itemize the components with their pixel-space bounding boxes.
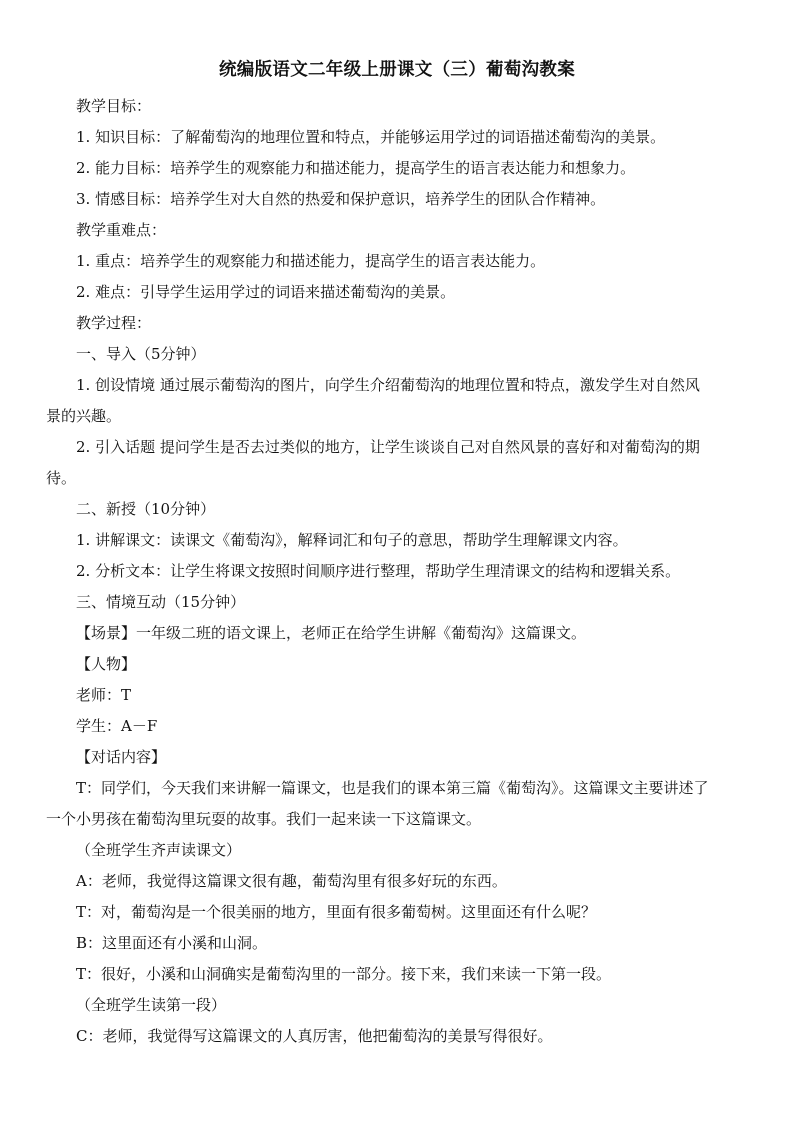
character-teacher: 老师：T	[76, 686, 132, 704]
dialogue-line: B：这里面还有小溪和山洞。	[76, 934, 268, 952]
stage-direction: （全班学生读第一段）	[76, 996, 227, 1014]
characters-heading: 【人物】	[76, 655, 137, 673]
step-heading-interaction: 三、情境互动（15分钟）	[76, 593, 246, 611]
section-heading-process: 教学过程：	[76, 314, 152, 332]
step-heading-intro: 一、导入（5分钟）	[76, 345, 206, 363]
objective-ability: 2. 能力目标：培养学生的观察能力和描述能力，提高学生的语言表达能力和想象力。	[76, 159, 636, 177]
section-heading-key-points: 教学重难点：	[76, 221, 167, 239]
dialogue-line-continued: 一个小男孩在葡萄沟里玩耍的故事。我们一起来读一下这篇课文。	[46, 810, 482, 828]
dialogue-heading: 【对话内容】	[76, 748, 167, 766]
document-title: 统编版语文二年级上册课文（三）葡萄沟教案	[219, 60, 575, 80]
dialogue-line: T：很好，小溪和山洞确实是葡萄沟里的一部分。接下来，我们来读一下第一段。	[76, 965, 612, 983]
section-heading-objectives: 教学目标：	[76, 97, 152, 115]
intro-item-2: 2. 引入话题 提问学生是否去过类似的地方，让学生谈谈自己对自然风景的喜好和对葡萄沟的期	[76, 438, 700, 456]
step-heading-new-lesson: 二、新授（10分钟）	[76, 500, 216, 518]
difficult-point: 2. 难点：引导学生运用学过的词语来描述葡萄沟的美景。	[76, 283, 456, 301]
key-point: 1. 重点：培养学生的观察能力和描述能力，提高学生的语言表达能力。	[76, 252, 546, 270]
scene-description: 【场景】一年级二班的语文课上，老师正在给学生讲解《葡萄沟》这篇课文。	[76, 624, 587, 642]
intro-item-2-continued: 待。	[46, 469, 77, 487]
new-lesson-item-1: 1. 讲解课文：读课文《葡萄沟》，解释词汇和句子的意思，帮助学生理解课文内容。	[76, 531, 628, 549]
dialogue-line: T：同学们，今天我们来讲解一篇课文，也是我们的课本第三篇《葡萄沟》。这篇课文主要讲述了	[76, 779, 709, 797]
new-lesson-item-2: 2. 分析文本：让学生将课文按照时间顺序进行整理，帮助学生理清课文的结构和逻辑关系。	[76, 562, 681, 580]
objective-emotion: 3. 情感目标：培养学生对大自然的热爱和保护意识，培养学生的团队合作精神。	[76, 190, 606, 208]
dialogue-line: T：对，葡萄沟是一个很美丽的地方，里面有很多葡萄树。这里面还有什么呢？	[76, 903, 597, 921]
character-students: 学生：A－F	[76, 717, 158, 735]
stage-direction: （全班学生齐声读课文）	[76, 841, 242, 859]
intro-item-1-continued: 景的兴趣。	[46, 407, 122, 425]
objective-knowledge: 1. 知识目标：了解葡萄沟的地理位置和特点，并能够运用学过的词语描述葡萄沟的美景。	[76, 128, 666, 146]
intro-item-1: 1. 创设情境 通过展示葡萄沟的图片，向学生介绍葡萄沟的地理位置和特点，激发学生对自然风	[76, 376, 700, 394]
dialogue-line: A：老师，我觉得这篇课文很有趣，葡萄沟里有很多好玩的东西。	[76, 872, 507, 890]
dialogue-line: C：老师，我觉得写这篇课文的人真厉害，他把葡萄沟的美景写得很好。	[76, 1027, 553, 1045]
